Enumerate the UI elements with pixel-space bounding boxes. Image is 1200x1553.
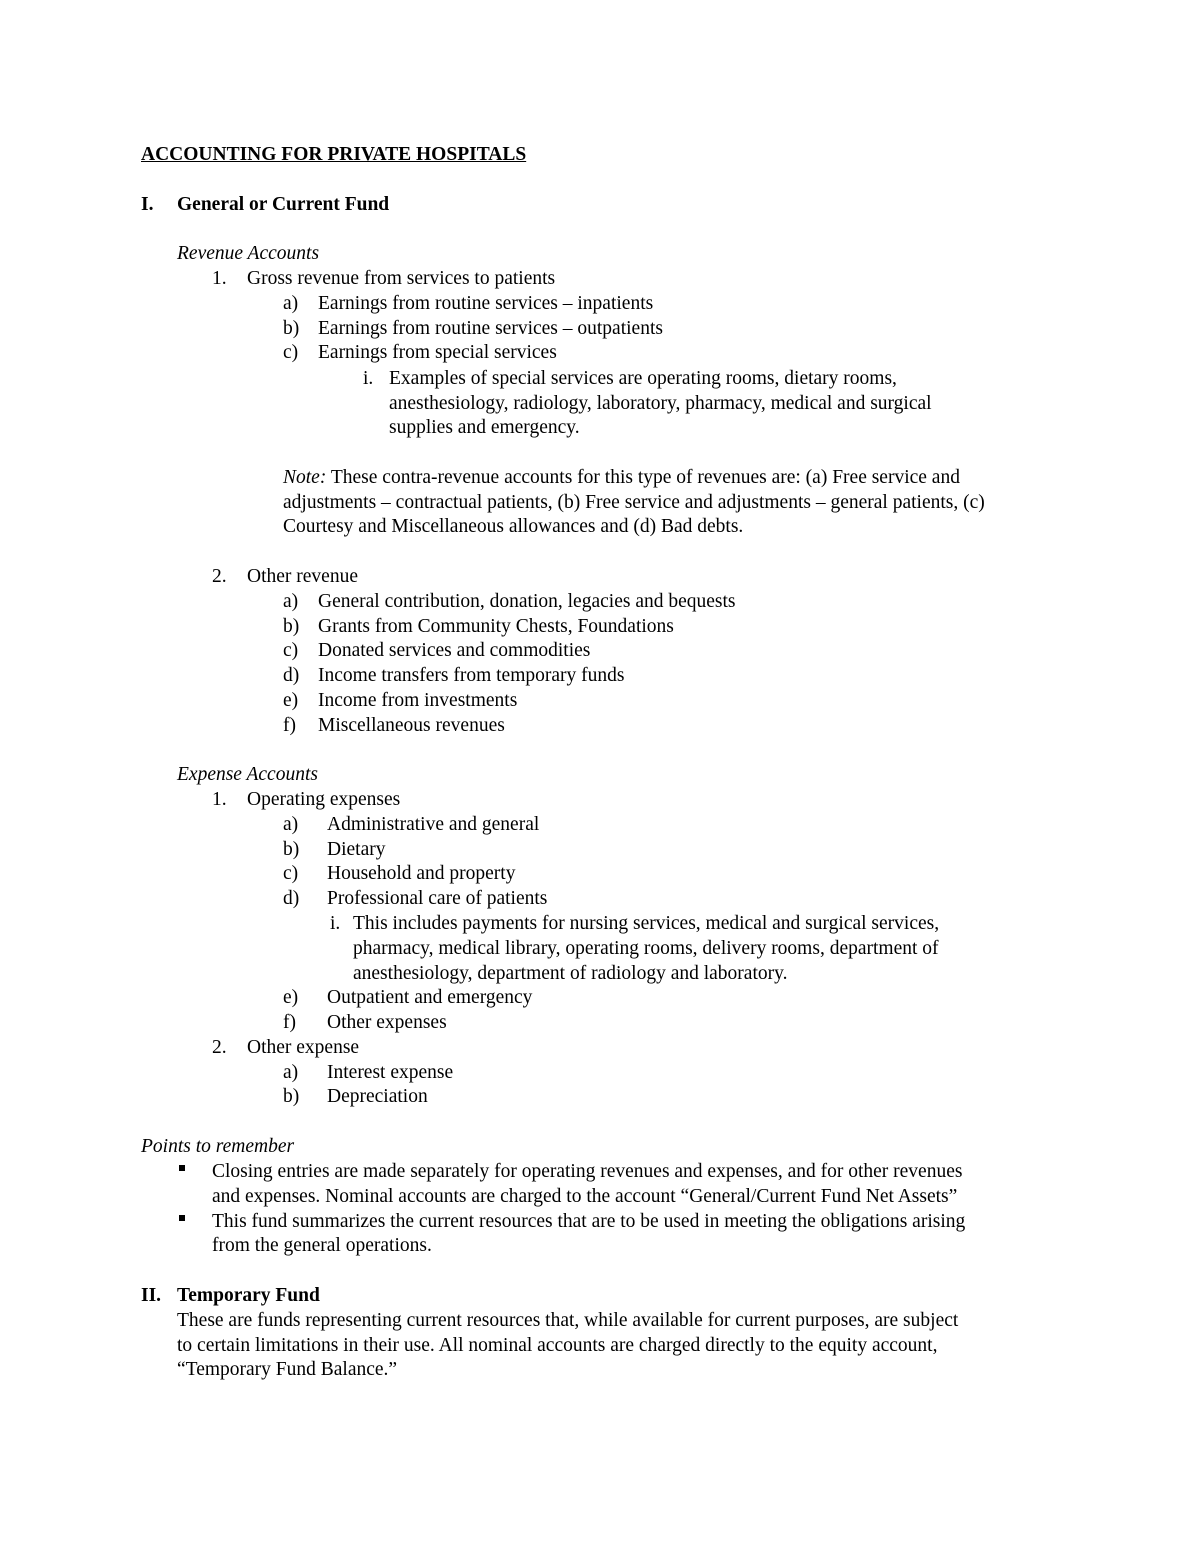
sub-item: Grants from Community Chests, Foundations bbox=[318, 616, 674, 637]
sub-item: Income transfers from temporary funds bbox=[318, 665, 625, 686]
sub-letter: a) bbox=[283, 1062, 299, 1083]
roman-item-line: anesthesiology, department of radiology and laboratory. bbox=[353, 963, 788, 984]
sub-letter: a) bbox=[283, 814, 299, 835]
bullet-icon bbox=[179, 1165, 185, 1171]
expense-accounts-heading: Expense Accounts bbox=[177, 764, 318, 785]
bullet-line: This fund summarizes the current resources that are to be used in meeting the obligations arising bbox=[212, 1211, 966, 1232]
list-item: Other revenue bbox=[247, 566, 358, 587]
section-1-numeral: I. bbox=[141, 194, 154, 215]
sub-letter: e) bbox=[283, 690, 299, 711]
sub-item: General contribution, donation, legacies and bequests bbox=[318, 591, 736, 612]
sub-item: Interest expense bbox=[327, 1062, 454, 1083]
sub-letter: d) bbox=[283, 665, 300, 686]
roman-numeral: i. bbox=[330, 913, 341, 934]
roman-item-line: supplies and emergency. bbox=[389, 417, 580, 438]
sub-item: Income from investments bbox=[318, 690, 518, 711]
points-heading: Points to remember bbox=[141, 1136, 295, 1157]
sub-item: Other expenses bbox=[327, 1012, 447, 1033]
paragraph-line: to certain limitations in their use. All nominal accounts are charged directly to the equity account, bbox=[177, 1335, 938, 1356]
roman-item-line: Examples of special services are operating rooms, dietary rooms, bbox=[389, 368, 897, 389]
revenue-accounts-heading: Revenue Accounts bbox=[177, 243, 320, 264]
sub-item: Depreciation bbox=[327, 1086, 428, 1107]
note-text: These contra-revenue accounts for this type of revenues are: (a) Free service and bbox=[326, 467, 960, 488]
paragraph-line: These are funds representing current resources that, while available for current purposes, are subject bbox=[177, 1310, 959, 1331]
sub-item: Dietary bbox=[327, 839, 386, 860]
sub-letter: c) bbox=[283, 863, 299, 884]
list-number: 2. bbox=[212, 1037, 227, 1058]
roman-item-line: anesthesiology, radiology, laboratory, pharmacy, medical and surgical bbox=[389, 393, 932, 414]
sub-letter: b) bbox=[283, 839, 300, 860]
roman-numeral: i. bbox=[363, 368, 374, 389]
bullet-line: and expenses. Nominal accounts are charged to the account “General/Current Fund Net Assets” bbox=[212, 1186, 958, 1207]
sub-letter: f) bbox=[283, 715, 296, 736]
sub-item: Donated services and commodities bbox=[318, 640, 591, 661]
bullet-icon bbox=[179, 1215, 185, 1221]
sub-item: Outpatient and emergency bbox=[327, 987, 533, 1008]
sub-letter: a) bbox=[283, 293, 299, 314]
sub-item: Miscellaneous revenues bbox=[318, 715, 505, 736]
sub-letter: c) bbox=[283, 342, 299, 363]
section-2-heading: Temporary Fund bbox=[177, 1285, 320, 1306]
sub-letter: b) bbox=[283, 1086, 300, 1107]
sub-letter: a) bbox=[283, 591, 299, 612]
sub-letter: b) bbox=[283, 318, 300, 339]
section-2-numeral: II. bbox=[141, 1285, 162, 1306]
list-number: 1. bbox=[212, 789, 227, 810]
list-number: 1. bbox=[212, 268, 227, 289]
roman-item-line: pharmacy, medical library, operating rooms, delivery rooms, department of bbox=[353, 938, 939, 959]
page-title: ACCOUNTING FOR PRIVATE HOSPITALS bbox=[141, 144, 527, 165]
note-line bbox=[283, 465, 960, 490]
note-label: Note: bbox=[283, 467, 327, 488]
sub-item: Household and property bbox=[327, 863, 516, 884]
sub-item: Professional care of patients bbox=[327, 888, 548, 909]
sub-item: Earnings from special services bbox=[318, 342, 557, 363]
section-1-heading: General or Current Fund bbox=[177, 194, 390, 215]
sub-letter: e) bbox=[283, 987, 299, 1008]
sub-letter: b) bbox=[283, 616, 300, 637]
bullet-line: from the general operations. bbox=[212, 1235, 432, 1256]
paragraph-line: “Temporary Fund Balance.” bbox=[177, 1359, 398, 1380]
list-item: Other expense bbox=[247, 1037, 360, 1058]
note-line: adjustments – contractual patients, (b) Free service and adjustments – general patients, (c) bbox=[283, 492, 985, 513]
list-item: Gross revenue from services to patients bbox=[247, 268, 556, 289]
list-item: Operating expenses bbox=[247, 789, 401, 810]
list-number: 2. bbox=[212, 566, 227, 587]
sub-item: Earnings from routine services – outpatients bbox=[318, 318, 663, 339]
roman-item-line: This includes payments for nursing services, medical and surgical services, bbox=[353, 913, 940, 934]
bullet-line: Closing entries are made separately for operating revenues and expenses, and for other revenues bbox=[212, 1161, 963, 1182]
note-line: Courtesy and Miscellaneous allowances and (d) Bad debts. bbox=[283, 516, 744, 537]
sub-letter: d) bbox=[283, 888, 300, 909]
sub-letter: c) bbox=[283, 640, 299, 661]
sub-item: Earnings from routine services – inpatients bbox=[318, 293, 654, 314]
sub-item: Administrative and general bbox=[327, 814, 540, 835]
sub-letter: f) bbox=[283, 1012, 296, 1033]
